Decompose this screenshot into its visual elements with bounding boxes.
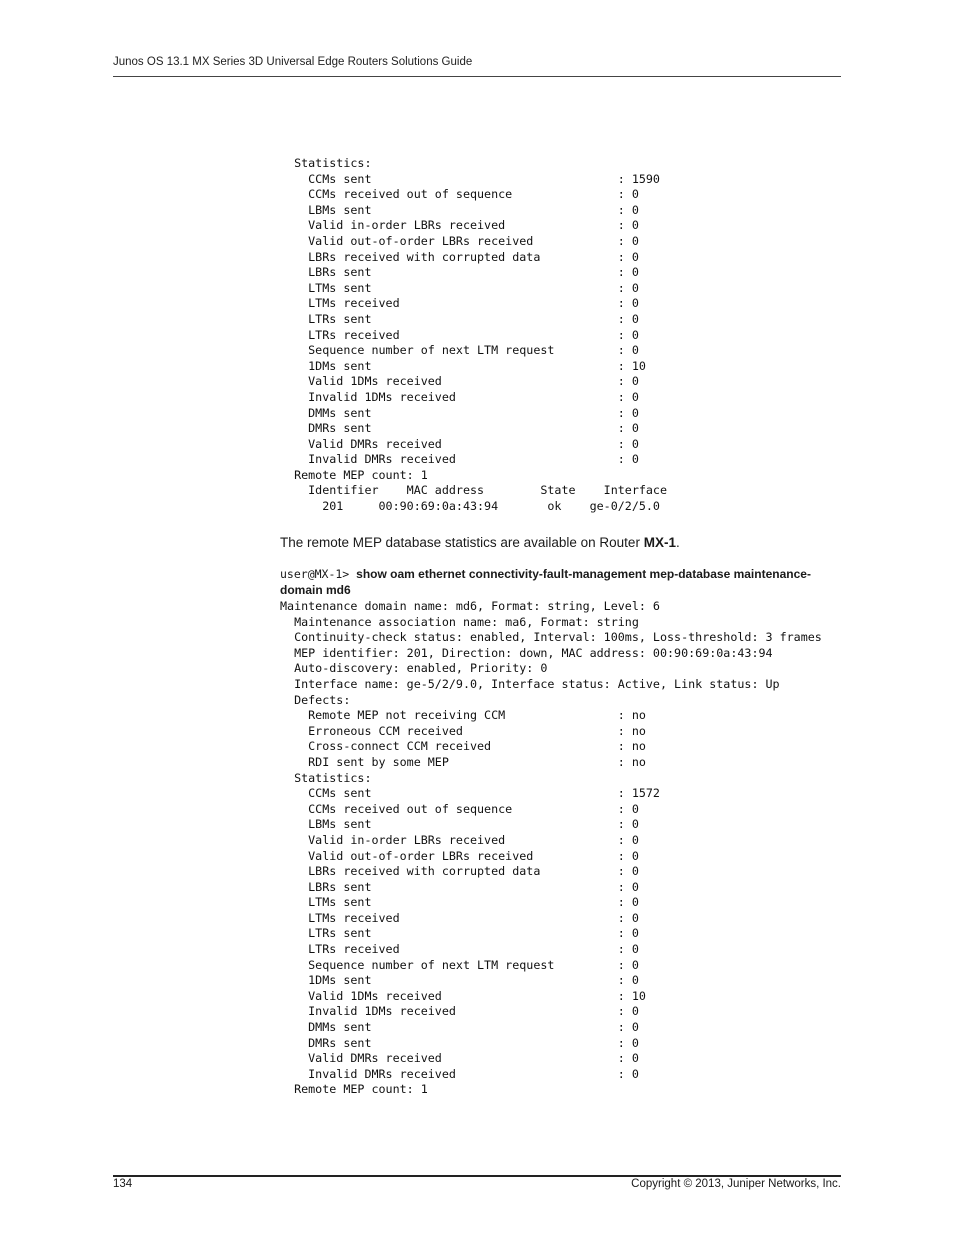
- paragraph-text: The remote MEP database statistics are available on Router: [280, 535, 644, 550]
- cli-command-text: show oam ethernet connectivity-fault-management mep-database maintenance-domain md6: [280, 567, 811, 597]
- cli-prompt: user@MX-1>: [280, 567, 357, 581]
- router-name: MX-1: [643, 535, 676, 550]
- paragraph-end: .: [675, 535, 680, 550]
- page-number: 134: [113, 1178, 133, 1190]
- mep-database-output-block: Maintenance domain name: md6, Format: string, Level: 6 Maintenance association name: ma6, Format: string Continuity-check status: enabled, Interval: 100ms, Loss-threshold: 3 frames MEP identifier: 201, Direction: down, MAC address: 00:90:69:0a:43:94 Auto-discovery: enabled, Priority: 0 Interface name: ge-5/2/9.0, Interface status: Active, Link status: Up Defects: Remote MEP not receiving CCM : no Erroneous CCM received : no Cross-connect CCM received : no RDI sent by some MEP : no Statistics: CCMs sent : 1572 CCMs received out of sequence : 0 LBMs sent : 0 Valid in-order LBRs received : 0 Valid out-of-order LBRs received : 0 LBRs received with corrupted data : 0 LBRs sent : 0 LTMs sent : 0 LTMs received : 0 LTRs sent : 0 LTRs received : 0 Sequence number of next LTM request : 0 1DMs sent : 0 Valid 1DMs received : 10 Invalid 1DMs received : 0 DMMs sent : 0 DMRs sent : 0 Valid DMRs received : 0 Invalid DMRs received : 0 Remote MEP count: 1: [280, 599, 822, 1097]
- header-rule: [113, 76, 841, 77]
- body-paragraph: [280, 535, 680, 550]
- copyright-notice: Copyright © 2013, Juniper Networks, Inc.: [631, 1178, 841, 1190]
- footer-rule: [113, 1175, 841, 1177]
- statistics-output-block: Statistics: CCMs sent : 1590 CCMs received out of sequence : 0 LBMs sent : 0 Valid in-order LBRs received : 0 Valid out-of-order LBRs received : 0 LBRs received with corrupted data : 0 LBRs sent : 0 LTMs sent : 0 LTMs received : 0 LTRs sent : 0 LTRs received : 0 Sequence number of next LTM request : 0 1DMs sent : 10 Valid 1DMs received : 0 Invalid 1DMs received : 0 DMMs sent : 0 DMRs sent : 0 Valid DMRs received : 0 Invalid DMRs received : 0 Remote MEP count: 1 Identifier MAC address State Interface 201 00:90:69:0a:43:94 ok ge-0/2/5.0: [294, 156, 668, 514]
- cli-command: [280, 567, 840, 598]
- running-header: Junos OS 13.1 MX Series 3D Universal Edge Routers Solutions Guide: [113, 56, 473, 68]
